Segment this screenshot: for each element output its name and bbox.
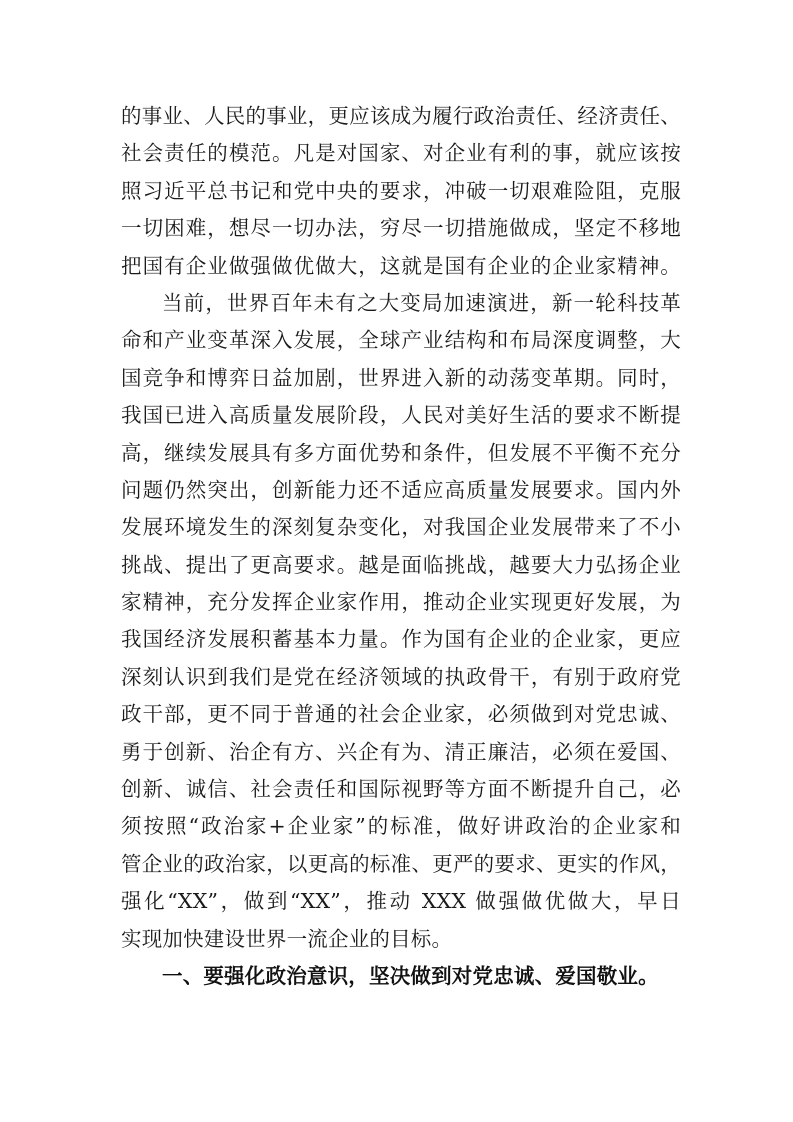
text-line: 实现加快建设世界一流企业的目标。 bbox=[121, 926, 453, 951]
text-line: 创新、诚信、社会责任和国际视野等方面不断提升自己，必 bbox=[121, 777, 681, 802]
text-line: 问题仍然突出，创新能力还不适应高质量发展要求。国内外 bbox=[121, 477, 681, 502]
text-line: 国竞争和博弈日益加剧，世界进入新的动荡变革期。同时， bbox=[121, 365, 681, 390]
text-line: 我国已进入高质量发展阶段，人民对美好生活的要求不断提 bbox=[121, 403, 681, 428]
text-line: 发展环境发生的深刻复杂变化，对我国企业发展带来了不小 bbox=[121, 515, 681, 540]
text-line: 把国有企业做强做优做大，这就是国有企业的企业家精神。 bbox=[121, 253, 681, 278]
text-line: 政干部，更不同于普通的社会企业家，必须做到对党忠诚、 bbox=[121, 702, 681, 727]
body-text bbox=[121, 98, 681, 958]
text-line: 命和产业变革深入发展，全球产业结构和布局深度调整，大 bbox=[121, 328, 681, 353]
text-line: 须按照“政治家+企业家”的标准，做好讲政治的企业家和 bbox=[121, 814, 681, 839]
text-line: 我国经济发展积蓄基本力量。作为国有企业的企业家，更应 bbox=[121, 627, 681, 652]
text-line: 勇于创新、治企有方、兴企有为、清正廉洁，必须在爱国、 bbox=[121, 739, 681, 764]
text-line: 一切困难，想尽一切办法，穷尽一切措施做成，坚定不移地 bbox=[121, 216, 681, 241]
text-line: 照习近平总书记和党中央的要求，冲破一切艰难险阻，克服 bbox=[121, 178, 681, 203]
text-line: 深刻认识到我们是党在经济领域的执政骨干，有别于政府党 bbox=[121, 664, 681, 689]
text-line: 社会责任的模范。凡是对国家、对企业有利的事，就应该按 bbox=[121, 141, 681, 166]
text-line: 家精神，充分发挥企业家作用，推动企业实现更好发展，为 bbox=[121, 590, 681, 615]
text-line: 当前，世界百年未有之大变局加速演进，新一轮科技革 bbox=[162, 290, 681, 315]
text-line: 强化“XX”，做到“XX”，推动 XXX 做强做优做大，早日 bbox=[121, 889, 681, 914]
section-heading: 一、要强化政治意识，坚决做到对党忠诚、爱国敬业。 bbox=[162, 964, 659, 988]
text-line: 挑战、提出了更高要求。越是面临挑战，越要大力弘扬企业 bbox=[121, 552, 681, 577]
text-line: 管企业的政治家，以更高的标准、更严的要求、更实的作风， bbox=[121, 851, 681, 876]
text-line: 的事业、人民的事业，更应该成为履行政治责任、经济责任、 bbox=[121, 104, 681, 128]
text-line: 高，继续发展具有多方面优势和条件，但发展不平衡不充分 bbox=[121, 440, 681, 465]
